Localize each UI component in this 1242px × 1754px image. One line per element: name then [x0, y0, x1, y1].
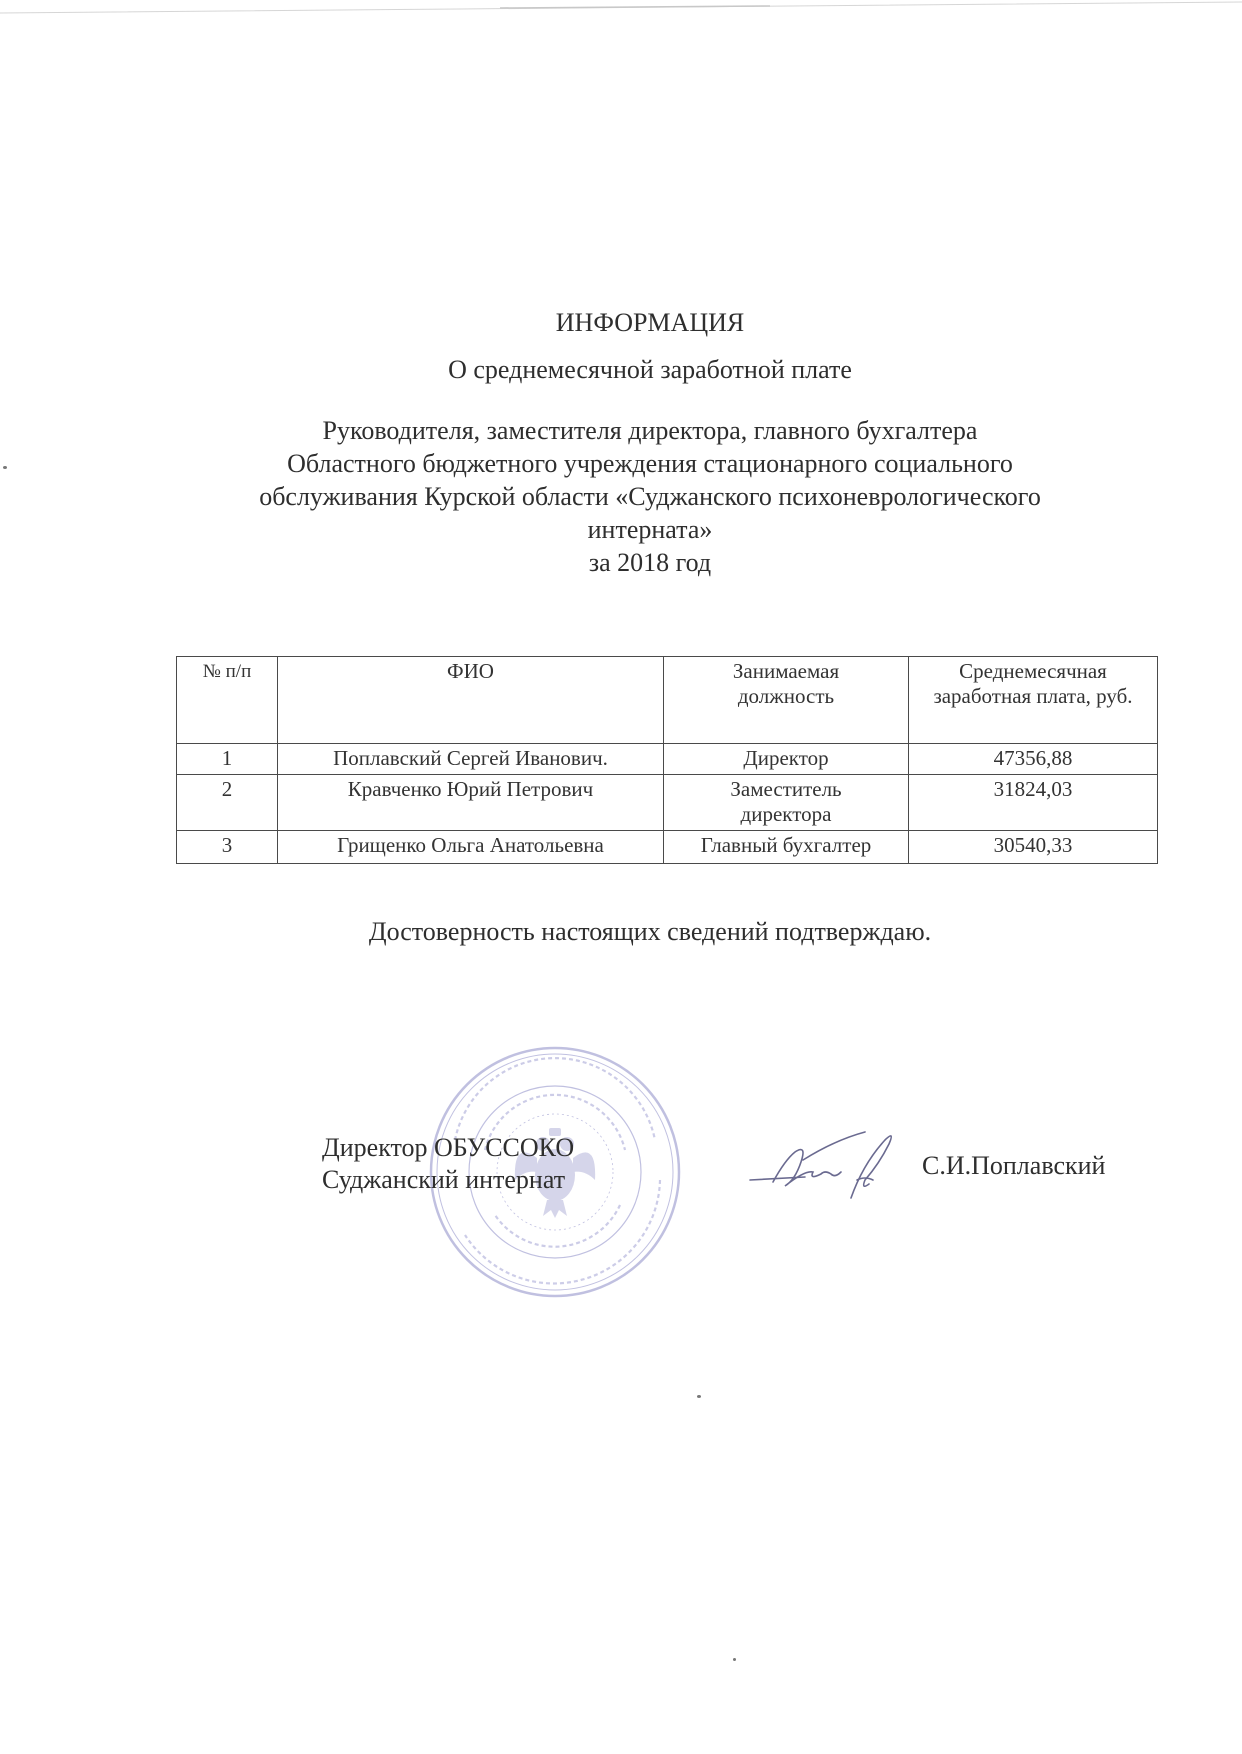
handwritten-signature [745, 1120, 925, 1210]
salary-table [176, 656, 1158, 864]
signatory-position: Директор ОБУССОКО [322, 1133, 575, 1162]
table-row [177, 775, 1158, 831]
description-line: обслуживания Курской области «Суджанского психоневрологического [259, 482, 1041, 511]
signatory-title [322, 1132, 574, 1196]
description-line: Руководителя, заместителя директора, главного бухгалтера [322, 416, 978, 445]
cell-number: 1 [177, 744, 278, 775]
cell-salary: 31824,03 [909, 775, 1158, 831]
header-position: Занимаемая должность [664, 657, 909, 744]
table-row [177, 831, 1158, 864]
document-title: ИНФОРМАЦИЯ [555, 308, 745, 337]
scan-edge [0, 0, 1242, 30]
cell-number: 2 [177, 775, 278, 831]
cell-position: Директор [664, 744, 909, 775]
cell-position: Главный бухгалтер [664, 831, 909, 864]
cell-name: Грищенко Ольга Анатольевна [278, 831, 664, 864]
document-subtitle: О среднемесячной заработной плате [448, 355, 852, 384]
header-number: № п/п [177, 657, 278, 744]
header-salary: Среднемесячная заработная плата, руб. [909, 657, 1158, 744]
cell-position: Заместитель директора [664, 775, 909, 831]
description-line: Областного бюджетного учреждения стационарного социального [287, 449, 1013, 478]
document-header [150, 306, 1150, 579]
description-line: интерната» [587, 515, 713, 544]
header-name: ФИО [278, 657, 664, 744]
confirmation-statement: Достоверность настоящих сведений подтверждаю. [368, 917, 932, 946]
cell-name: Кравченко Юрий Петрович [278, 775, 664, 831]
signatory-name: С.И.Поплавский [922, 1151, 1106, 1180]
table-header-row [177, 657, 1158, 744]
scan-speck [733, 1658, 736, 1661]
cell-name: Поплавский Сергей Иванович. [278, 744, 664, 775]
cell-number: 3 [177, 831, 278, 864]
report-period: за 2018 год [588, 548, 712, 577]
signatory-organization: Суджанский интернат [322, 1165, 566, 1194]
scan-speck [3, 466, 7, 469]
scan-speck [697, 1395, 701, 1398]
cell-salary: 47356,88 [909, 744, 1158, 775]
table-row [177, 744, 1158, 775]
cell-salary: 30540,33 [909, 831, 1158, 864]
